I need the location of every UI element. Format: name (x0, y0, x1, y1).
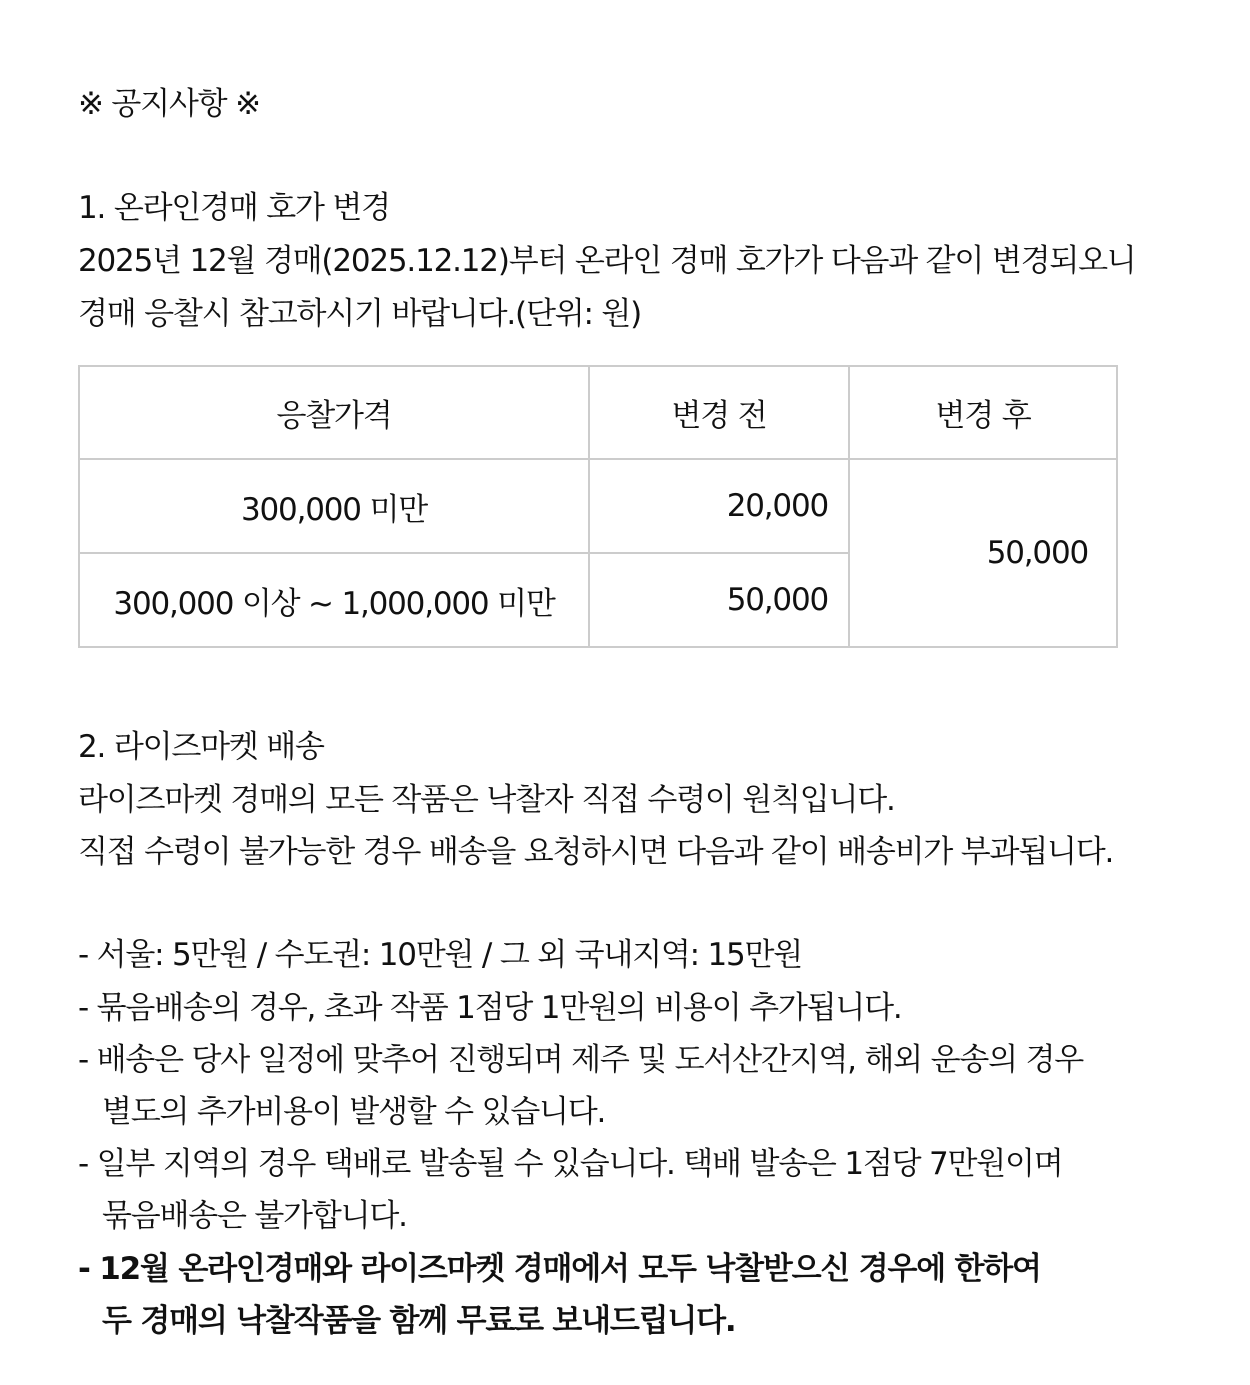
table-header-row (79, 366, 1117, 459)
section1-paragraph-line-2: 경매 응찰시 참고하시기 바랍니다.(단위: 원) (78, 296, 641, 332)
header-bid-price: 응찰가격 (79, 366, 589, 459)
cell-before: 50,000 (589, 553, 849, 647)
section2-heading: 2. 라이즈마켓 배송 (78, 729, 324, 765)
cell-range: 300,000 미만 (79, 459, 589, 553)
bullet-bundle-shipping: - 묶음배송의 경우, 초과 작품 1점당 1만원의 비용이 추가됩니다. (78, 990, 902, 1026)
bullet-schedule-line-2: 별도의 추가비용이 발생할 수 있습니다. (102, 1094, 606, 1130)
bullet-free-shipping-line-2: 두 경매의 낙찰작품을 함께 무료로 보내드립니다. (102, 1303, 736, 1339)
header-after-change: 변경 후 (849, 366, 1117, 459)
bullet-free-shipping-line-1: - 12월 온라인경매와 라이즈마켓 경매에서 모두 낙찰받으신 경우에 한하여 (78, 1251, 1041, 1287)
section2-paragraph-line-1: 라이즈마켓 경매의 모든 작품은 낙찰자 직접 수령이 원칙입니다. (78, 782, 895, 818)
bullet-schedule-line-1: - 배송은 당사 일정에 맞추어 진행되며 제주 및 도서산간지역, 해외 운송의 경우 (78, 1042, 1083, 1078)
bullet-courier-line-1: - 일부 지역의 경우 택배로 발송될 수 있습니다. 택배 발송은 1점당 7만원이며 (78, 1146, 1063, 1182)
section1-heading: 1. 온라인경매 호가 변경 (78, 190, 390, 226)
section2-paragraph-line-2: 직접 수령이 불가능한 경우 배송을 요청하시면 다음과 같이 배송비가 부과됩니다. (78, 834, 1114, 870)
header-before-change: 변경 전 (589, 366, 849, 459)
cell-before: 20,000 (589, 459, 849, 553)
bullet-courier-line-2: 묶음배송은 불가합니다. (102, 1198, 407, 1234)
cell-range: 300,000 이상 ~ 1,000,000 미만 (79, 553, 589, 647)
table-row (79, 459, 1117, 553)
section1-paragraph-line-1: 2025년 12월 경매(2025.12.12)부터 온라인 경매 호가가 다음과 같이 변경되오니 (78, 243, 1136, 279)
notice-title: ※ 공지사항 ※ (78, 86, 260, 122)
bullet-shipping-fees: - 서울: 5만원 / 수도권: 10만원 / 그 외 국내지역: 15만원 (78, 937, 803, 973)
cell-after-merged: 50,000 (849, 459, 1117, 647)
bid-increment-table (78, 365, 1118, 648)
